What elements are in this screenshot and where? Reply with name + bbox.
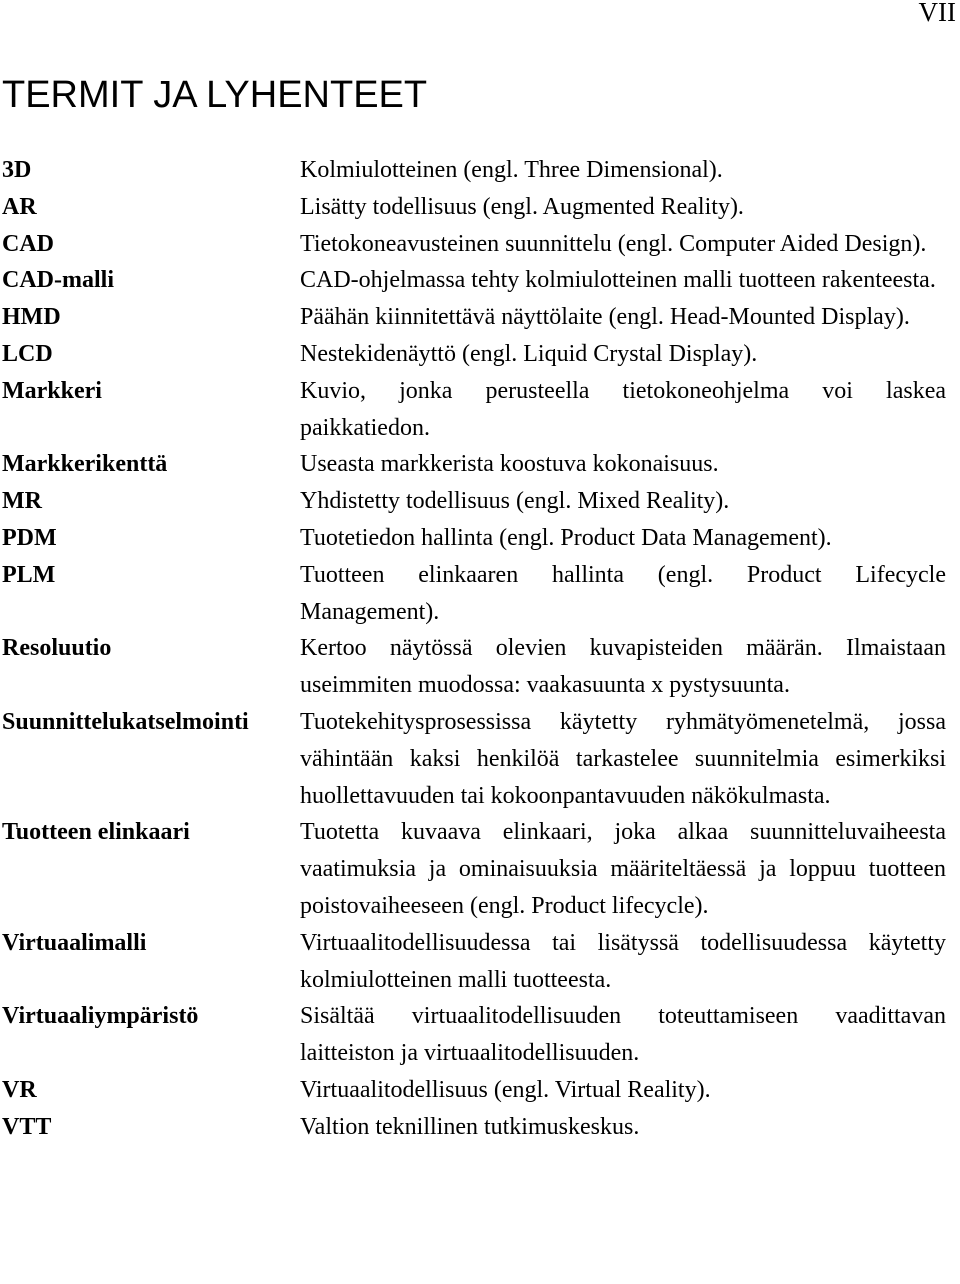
- glossary-entry: [2, 299, 946, 336]
- glossary-entry: [2, 189, 946, 226]
- glossary-entry: [2, 483, 946, 520]
- glossary-entry: [2, 446, 946, 483]
- glossary-term: Markkeri: [2, 377, 102, 404]
- glossary-entry: [2, 557, 946, 631]
- glossary-term: Resoluutio: [2, 635, 112, 662]
- glossary-entry: [2, 704, 946, 814]
- glossary-term: Markkerikenttä: [2, 451, 168, 478]
- glossary-definition: Useasta markkerista koostuva kokonaisuus.: [300, 451, 719, 478]
- glossary-definition: CAD-ohjelmassa tehty kolmiulotteinen malli tuotteen rakenteesta.: [300, 267, 936, 294]
- glossary-definition: Tuotetta kuvaava elinkaari, joka alkaa suunnitteluvaiheesta vaatimuksia ja ominaisuuksia määriteltäessä ja loppuu tuotteen poistovaiheeseen (engl. Product lifecycle).: [300, 819, 946, 919]
- glossary-term: 3D: [2, 157, 32, 183]
- glossary-term: VR: [2, 1076, 37, 1103]
- glossary-term: PDM: [2, 524, 57, 551]
- glossary-definition: Virtuaalitodellisuus (engl. Virtual Reality).: [300, 1076, 711, 1103]
- glossary-entry: [2, 925, 946, 999]
- glossary-entry: [2, 336, 946, 373]
- glossary-definition: Kuvio, jonka perusteella tietokoneohjelma voi laskea paikkatiedon.: [300, 377, 946, 441]
- glossary-entry: [2, 226, 946, 263]
- glossary-definition: Kolmiulotteinen (engl. Three Dimensional).: [300, 157, 723, 183]
- glossary-entry: [2, 998, 946, 1072]
- glossary-entry: [2, 814, 946, 924]
- glossary-entry: [2, 1109, 946, 1146]
- glossary-entry: [2, 1072, 946, 1109]
- glossary-term: Virtuaaliympäristö: [2, 1003, 199, 1030]
- glossary-definition: Yhdistetty todellisuus (engl. Mixed Reality).: [300, 488, 730, 515]
- page-title: TERMIT JA LYHENTEET: [2, 74, 428, 116]
- glossary-term: CAD: [2, 230, 54, 257]
- glossary-definition: Valtion teknillinen tutkimuskeskus.: [300, 1113, 640, 1140]
- glossary-term: CAD-malli: [2, 267, 114, 294]
- glossary-definition: Sisältää virtuaalitodellisuuden toteuttamiseen vaadittavan laitteiston ja virtuaalitodellisuuden.: [300, 1003, 946, 1067]
- glossary-term: Tuotteen elinkaari: [2, 819, 190, 846]
- glossary-definition: Tuotekehitysprosessissa käytetty ryhmätyömenetelmä, jossa vähintään kaksi henkilöä tarkastelee suunnitelmia esimerkiksi huollettavuuden tai kokoonpantavuuden näkökulmasta.: [300, 708, 946, 809]
- glossary-definition: Päähän kiinnitettävä näyttölaite (engl. Head-Mounted Display).: [300, 304, 910, 331]
- glossary-entry: [2, 152, 946, 189]
- glossary-term: VTT: [2, 1113, 52, 1140]
- glossary-entry: [2, 520, 946, 557]
- glossary-term: AR: [2, 193, 37, 220]
- glossary-definition: Tuotetiedon hallinta (engl. Product Data Management).: [300, 524, 832, 551]
- glossary-definition: Kertoo näytössä olevien kuvapisteiden määrän. Ilmaistaan useimmiten muodossa: vaakasuunta x pystysuunta.: [300, 635, 946, 699]
- glossary-entry: [2, 630, 946, 704]
- page-number: VII: [918, 0, 956, 27]
- glossary-definition: Lisätty todellisuus (engl. Augmented Reality).: [300, 193, 744, 220]
- glossary-entry: [2, 262, 946, 299]
- glossary-definition: Virtuaalitodellisuudessa tai lisätyssä todellisuudessa käytetty kolmiulotteinen malli tuotteesta.: [300, 929, 946, 993]
- glossary-list: [2, 152, 946, 1146]
- glossary-term: Virtuaalimalli: [2, 929, 147, 956]
- glossary-entry: [2, 373, 946, 447]
- glossary-definition: Tuotteen elinkaaren hallinta (engl. Product Lifecycle Management).: [300, 561, 946, 625]
- glossary-definition: Tietokoneavusteinen suunnittelu (engl. Computer Aided Design).: [300, 230, 927, 257]
- glossary-term: MR: [2, 488, 42, 515]
- glossary-term: Suunnittelukatselmointi: [2, 708, 249, 735]
- glossary-definition: Nestekidenäyttö (engl. Liquid Crystal Display).: [300, 340, 758, 367]
- glossary-term: HMD: [2, 304, 61, 331]
- glossary-term: PLM: [2, 561, 56, 588]
- glossary-term: LCD: [2, 340, 53, 367]
